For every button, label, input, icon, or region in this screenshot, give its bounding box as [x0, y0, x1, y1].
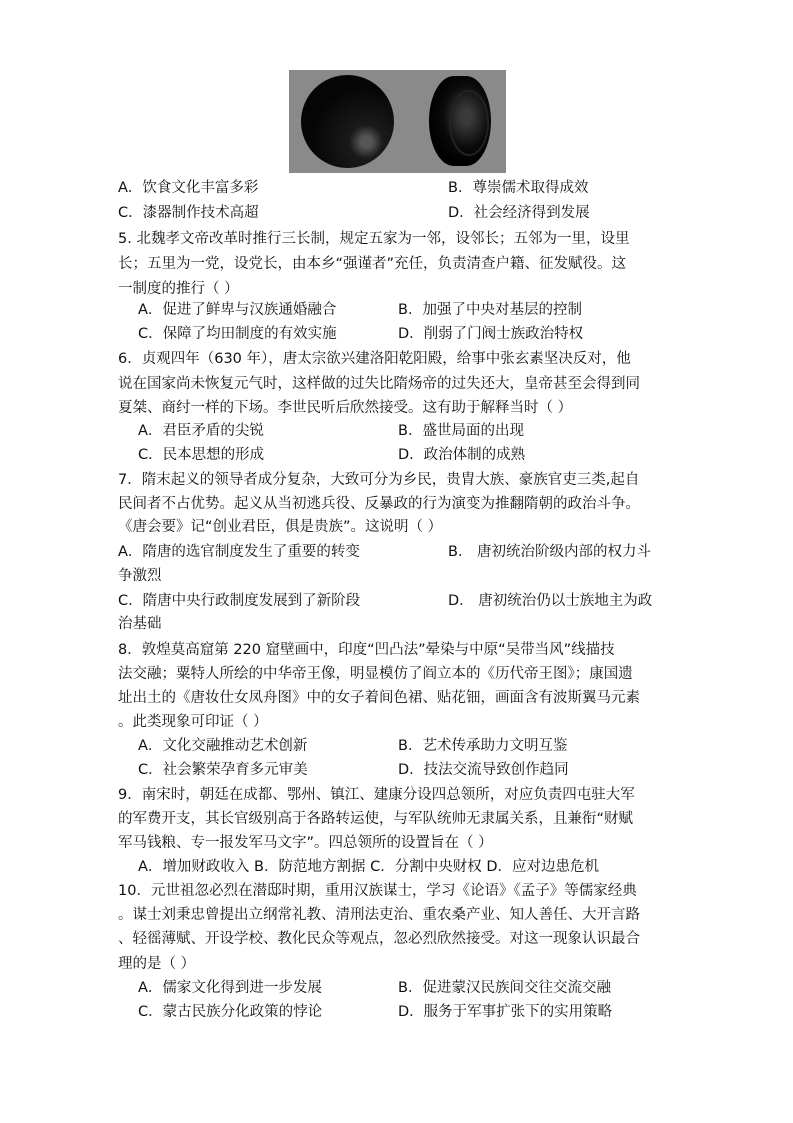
q10-stem-line: 10．元世祖忽必烈在潜邸时期，重用汉族谋士，学习《论语》《孟子》等儒家经典 [118, 883, 637, 899]
q7-stem-line: 《唐会要》记“创业君臣，俱是贵族”。这说明（ ） [118, 519, 443, 535]
q8-option-c: C．社会繁荣孕育多元审美 [138, 762, 308, 778]
q6-option-c: C．民本思想的形成 [138, 447, 265, 463]
q6-stem-line: 夏桀、商纣一样的下场。李世民听后欣然接受。这有助于解释当时（ ） [118, 400, 573, 416]
q10-option-a: A．儒家文化得到进一步发展 [138, 980, 322, 996]
q8-stem-line: 址出土的《唐妆仕女凤舟图》中的女子着间色裙、贴花钿，画面含有波斯翼马元素 [118, 690, 640, 706]
q8-stem-line: 法交融；粟特人所绘的中华帝王像，明显模仿了阎立本的《历代帝王图》；康国遗 [118, 666, 633, 682]
q7-option-b: B． 唐初统治阶级内部的权力斗 [448, 544, 652, 560]
q8-option-b: B．艺术传承助力文明互鉴 [398, 738, 568, 754]
q8-option-d: D．技法交流导致创作趋同 [398, 762, 569, 778]
q10-stem-line: 、轻徭薄赋、开设学校、教化民众等观点，忽必烈欣然接受。对这一现象认识最合 [118, 931, 640, 947]
q6-option-b: B．盛世局面的出现 [398, 423, 524, 439]
q5-stem-line: 长；五里为一党，设党长，由本乡“强谨者”充任，负责清查户籍、征发赋役。这 [118, 256, 627, 272]
q5-option-c: C．保障了均田制度的有效实施 [138, 326, 337, 342]
q9-stem-line: 军马钱粮、专一报发军马文字”。四总领所的设置旨在（ ） [118, 835, 493, 851]
q5-stem-line: 5. 北魏孝文帝改革时推行三长制，规定五家为一邻，设邻长；五邻为一里，设里 [118, 231, 630, 247]
q6-stem-line: 说在国家尚未恢复元气时，这样做的过失比隋炀帝的过失还大，皇帝甚至会得到同 [118, 376, 640, 392]
q7-option-b-continued: 争激烈 [118, 568, 162, 584]
q5-stem-line: 一制度的推行（ ） [118, 281, 239, 297]
q4-option-b: B．尊崇儒术取得成效 [448, 180, 589, 196]
lacquerware-photo [289, 70, 506, 173]
q7-option-d-continued: 治基础 [118, 616, 162, 632]
q10-stem-line: 理的是（ ） [118, 956, 196, 972]
q9-stem-line: 的军费开支，其长官级别高于各路转运使，与军队统帅无隶属关系，且兼衔“财赋 [118, 811, 634, 827]
q4-option-c: C．漆器制作技术高超 [118, 205, 259, 221]
q6-option-d: D．政治体制的成熟 [398, 447, 526, 463]
lacquer-plate-image [301, 75, 394, 168]
q6-option-a: A．君臣矛盾的尖锐 [138, 423, 264, 439]
q10-option-b: B．促进蒙汉民族间交往交流交融 [398, 980, 611, 996]
q10-option-d: D．服务于军事扩张下的实用策略 [398, 1004, 613, 1020]
q4-option-a: A．饮食文化丰富多彩 [118, 180, 259, 196]
q9-options: A．增加财政收入 B．防范地方割据 C．分割中央财权 D．应对边患危机 [138, 859, 599, 875]
q7-stem-line: 7．隋末起义的领导者成分复杂，大致可分为乡民，贵胄大族、豪族官吏三类,起自 [118, 472, 640, 488]
q8-stem-line: 8．敦煌莫高窟第 220 窟壁画中，印度“凹凸法”晕染与中原“吴带当风”线描技 [118, 642, 615, 658]
q7-option-c: C．隋唐中央行政制度发展到了新阶段 [118, 593, 361, 609]
q6-stem-line: 6．贞观四年（630 年），唐太宗欲兴建洛阳乾阳殿，给事中张玄素坚决反对，他 [118, 351, 631, 367]
q10-stem-line: 。谋士刘秉忠曾提出立纲常礼教、清刑法吏治、重农桑产业、知人善任、大开言路 [118, 907, 640, 923]
q4-option-d: D．社会经济得到发展 [448, 205, 590, 221]
q5-option-d: D．削弱了门阀士族政治特权 [398, 326, 584, 342]
lacquer-cup-image [429, 76, 491, 166]
q5-option-a: A．促进了鲜卑与汉族通婚融合 [138, 302, 337, 318]
q8-option-a: A．文化交融推动艺术创新 [138, 738, 308, 754]
q8-stem-line: 。此类现象可印证（ ） [118, 714, 268, 730]
q7-option-a: A．隋唐的选官制度发生了重要的转变 [118, 544, 360, 560]
q10-option-c: C．蒙古民族分化政策的悖论 [138, 1004, 323, 1020]
q7-stem-line: 民间者不占优势。起义从当初逃兵役、反暴政的行为演变为推翻隋朝的政治斗争。 [118, 496, 640, 512]
q7-option-d: D． 唐初统治仍以士族地主为政 [448, 593, 653, 609]
q9-stem-line: 9．南宋时，朝廷在成都、鄂州、镇江、建康分设四总领所，对应负责四屯驻大军 [118, 787, 635, 803]
q5-option-b: B．加强了中央对基层的控制 [398, 302, 582, 318]
